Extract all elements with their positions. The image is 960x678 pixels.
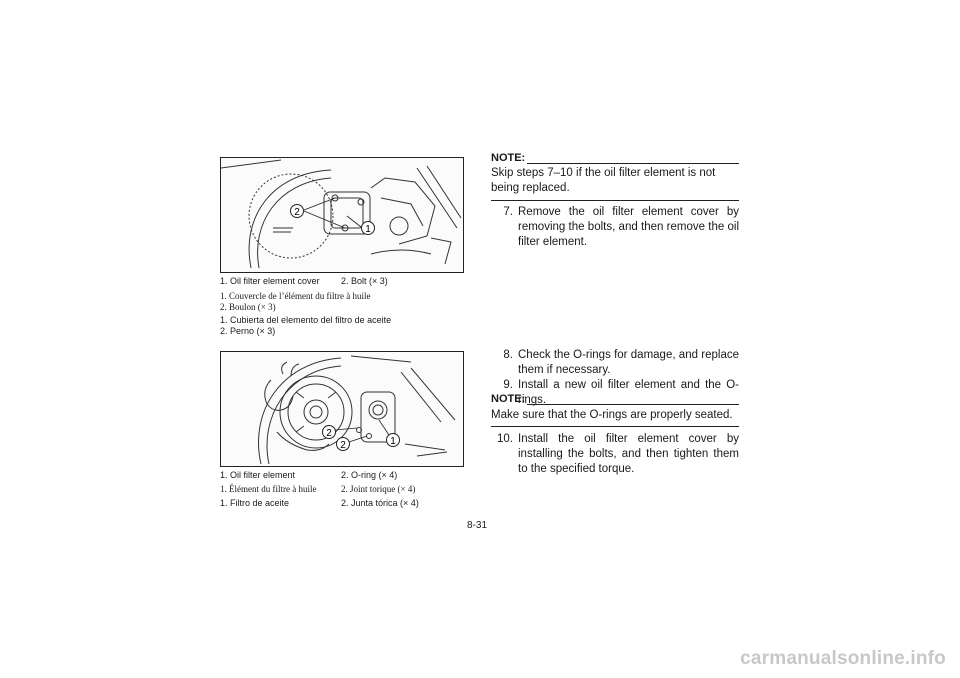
caption-es-2: 2. Junta tórica (× 4) — [341, 498, 419, 508]
caption-en-2: 2. Bolt (× 3) — [341, 276, 388, 286]
figure-oil-filter-element — [220, 351, 464, 467]
step-9: 9. Install a new oil filter element and the O-rings. — [503, 379, 739, 406]
caption-es-2: 2. Perno (× 3) — [220, 326, 276, 336]
caption-fr-2: 2. Boulon (× 3) — [220, 302, 276, 312]
figure-oil-filter-cover — [220, 157, 464, 273]
page-number: 8-31 — [467, 520, 488, 531]
step-8: 8. Check the O-rings for damage, and replace them if necessary. — [503, 349, 739, 376]
note-text: Skip steps 7–10 if the oil filter element is not being replaced. — [491, 167, 716, 194]
caption-en-2: 2. O-ring (× 4) — [341, 470, 398, 480]
note-text: Make sure that the O-rings are properly seated. — [491, 409, 733, 421]
watermark: carmanualsonline.info — [740, 648, 946, 669]
callout-label: 2 — [340, 440, 346, 451]
callout-label: 2 — [294, 207, 300, 218]
caption-es-1: 1. Filtro de aceite — [220, 498, 290, 508]
note-heading: NOTE: — [491, 152, 739, 166]
engine-illustration-2 — [221, 352, 463, 466]
note-heading: NOTE: — [491, 393, 739, 407]
note-divider — [491, 426, 739, 427]
caption-fr-2: 2. Joint torique (× 4) — [341, 484, 416, 494]
step-7: 7. Remove the oil filter element cover by removing the bolts, and then remove the oil filter element. — [503, 206, 739, 248]
caption-en-1: 1. Oil filter element — [220, 470, 296, 480]
callout-label: 2 — [326, 428, 332, 439]
caption-fr-1: 1. Élément du filtre à huile — [220, 484, 317, 494]
step-10: 10. Install the oil filter element cover by installing the bolts, and then tighten them to the specified torque. — [497, 433, 739, 475]
caption-en-1: 1. Oil filter element cover — [220, 276, 320, 286]
caption-fr-1: 1. Couvercle de l’élément du filtre à huile — [220, 291, 371, 301]
note-divider — [491, 200, 739, 201]
engine-illustration-1 — [221, 158, 463, 272]
caption-es-1: 1. Cubierta del elemento del filtro de aceite — [220, 315, 392, 325]
callout-label: 1 — [390, 436, 396, 447]
callout-label: 1 — [365, 224, 371, 235]
